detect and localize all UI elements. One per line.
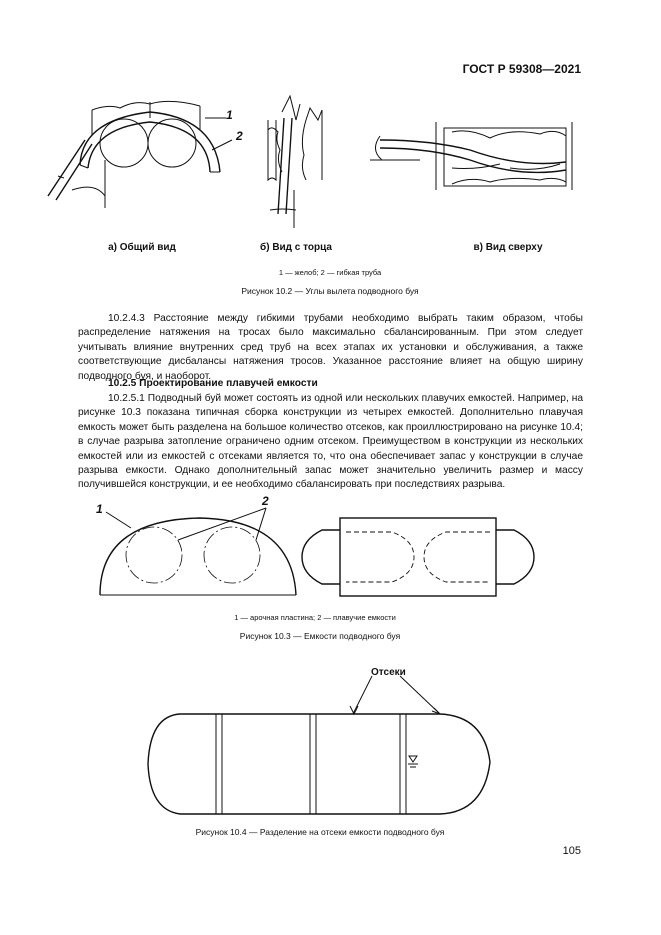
- figure-10-3-drawing: [96, 494, 534, 596]
- fig10-3-label-1: 1: [96, 502, 103, 516]
- paragraph-10-2-4-3: 10.2.4.3 Расстояние между гибкими трубами необходимо выбрать таким образом, чтобы распределение натяжения на тросах было максимально сбалансированным. При этом следует учитывать влияние внутренних сред труб на всех этапах их установки и обслуживания, а также соответствующие дисбалансы натяжения тросов. Указанное расстояние влияет на общую ширину подводного буя, и наоборот.: [78, 313, 583, 382]
- page-number: 105: [562, 845, 581, 857]
- fig10-2-title: Рисунок 10.2 — Углы вылета подводного буя: [241, 286, 419, 296]
- fig10-2-caption-c: в) Вид сверху: [473, 242, 543, 253]
- fig10-4-title: Рисунок 10.4 — Разделение на отсеки емкости подводного буя: [195, 827, 445, 837]
- fig10-3-label-2: 2: [262, 494, 269, 508]
- fig10-2-label-2: 2: [236, 129, 243, 143]
- figure-10-4-drawing: [148, 667, 490, 814]
- paragraph-10-2-5-1: 10.2.5.1 Подводный буй может состоять из одной или нескольких плавучих емкостей. Например, на рисунке 10.3 показана типичная сборка конструкции из четырех емкостей. Дополнительно плавучая емкость может быть разделена на большое количество отсеков, как проиллюстрировано на рисунке 10.4; в случае разрыва затопление ограничено одним отсеком. Преимуществом в конструкции из нескольких емкостей или из емкостей с отсеками является то, что она обеспечивает запас у конструкции в случае разрыва емкости. Однако дополнительный запас может значительно увеличить размер и массу получившейся конструкции, и ее необходимо сбалансировать при последствиях разрыва.: [78, 393, 583, 491]
- figure-10-2a-drawing: [48, 101, 243, 208]
- fig10-2-label-1: 1: [226, 108, 233, 122]
- fig10-3-title: Рисунок 10.3 — Емкости подводного буя: [239, 631, 401, 641]
- heading-10-2-5: 10.2.5 Проектирование плавучей емкости: [108, 378, 318, 389]
- figure-10-2b-drawing: [268, 96, 322, 228]
- fig10-2-caption-b: б) Вид с торца: [260, 242, 332, 253]
- fig10-4-compartments-label: Отсеки: [371, 667, 406, 678]
- fig10-2-legend: 1 — желоб; 2 — гибкая труба: [278, 268, 382, 277]
- figure-10-2c-drawing: [370, 122, 572, 190]
- fig10-2-caption-a: а) Общий вид: [108, 242, 176, 253]
- fig10-3-legend: 1 — арочная пластина; 2 — плавучие емкости: [234, 613, 396, 622]
- standard-number: ГОСТ Р 59308—2021: [462, 62, 581, 76]
